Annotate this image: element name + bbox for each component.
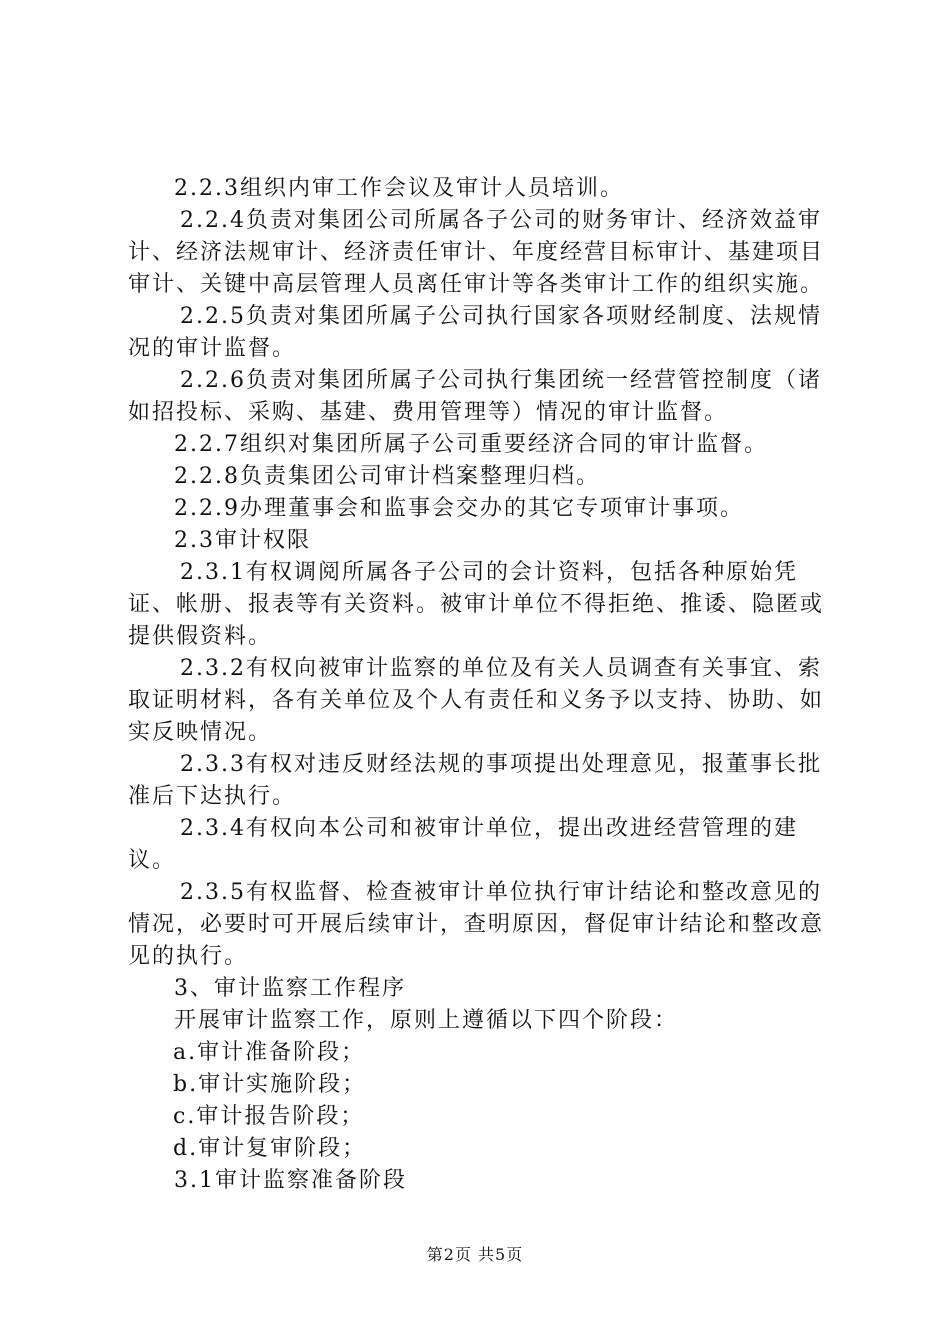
section-heading-3: 3、审计监察工作程序 [174, 976, 406, 1001]
paragraph-2-2-5: 2.2.5负责对集团所属子公司执行国家各项财经制度、法规情况的审计监督。 [128, 304, 822, 361]
paragraph-2-3-1: 2.3.1有权调阅所属各子公司的会计资料，包括各种原始凭证、帐册、报表等有关资料。被审计单位不得拒绝、推诿、隐匿或提供假资料。 [128, 560, 825, 649]
paragraph-2-3-4: 2.3.4有权向本公司和被审计单位，提出改进经营管理的建议。 [128, 816, 798, 873]
list-item-stage-d: d.审计复审阶段； [173, 1136, 367, 1161]
section-heading-3-1: 3.1审计监察准备阶段 [174, 1168, 407, 1193]
paragraph-2-3-5: 2.3.5有权监督、检查被审计单位执行审计结论和整改意见的情况，必要时可开展后续审计，查明原因，督促审计结论和整改意见的执行。 [128, 880, 825, 969]
paragraph-2-2-9: 2.2.9办理董事会和监事会交办的其它专项审计事项。 [174, 496, 744, 521]
paragraph-2-3-3: 2.3.3有权对违反财经法规的事项提出处理意见，报董事长批准后下达执行。 [128, 752, 822, 809]
section-heading-2-3: 2.3审计权限 [174, 528, 311, 553]
paragraph-2-2-7: 2.2.7组织对集团所属子公司重要经济合同的审计监督。 [174, 432, 768, 457]
document-body [128, 173, 830, 1197]
paragraph-2-2-3: 2.2.3组织内审工作会议及审计人员培训。 [174, 176, 624, 201]
paragraph-2-2-6: 2.2.6负责对集团所属子公司执行集团统一经营管控制度（诸如招投标、采购、基建、费用管理等）情况的审计监督。 [128, 368, 822, 425]
list-item-stage-a: a.审计准备阶段； [173, 1040, 366, 1065]
paragraph-2-3-2: 2.3.2有权向被审计监察的单位及有关人员调查有关事宜、索取证明材料，各有关单位及个人有责任和义务予以支持、协助、如实反映情况。 [128, 656, 825, 745]
page-number-footer: 第2页 共5页 [426, 1245, 524, 1264]
paragraph-stages-intro: 开展审计监察工作，原则上遵循以下四个阶段： [174, 1008, 679, 1033]
paragraph-2-2-8: 2.2.8负责集团公司审计档案整理归档。 [174, 464, 600, 489]
list-item-stage-b: b.审计实施阶段； [173, 1072, 367, 1097]
paragraph-2-2-4: 2.2.4负责对集团公司所属各子公司的财务审计、经济效益审计、经济法规审计、经济责任审计、年度经营目标审计、基建项目审计、关键中高层管理人员离任审计等各类审计工作的组织实施。 [128, 208, 825, 297]
list-item-stage-c: c.审计报告阶段； [173, 1104, 365, 1129]
